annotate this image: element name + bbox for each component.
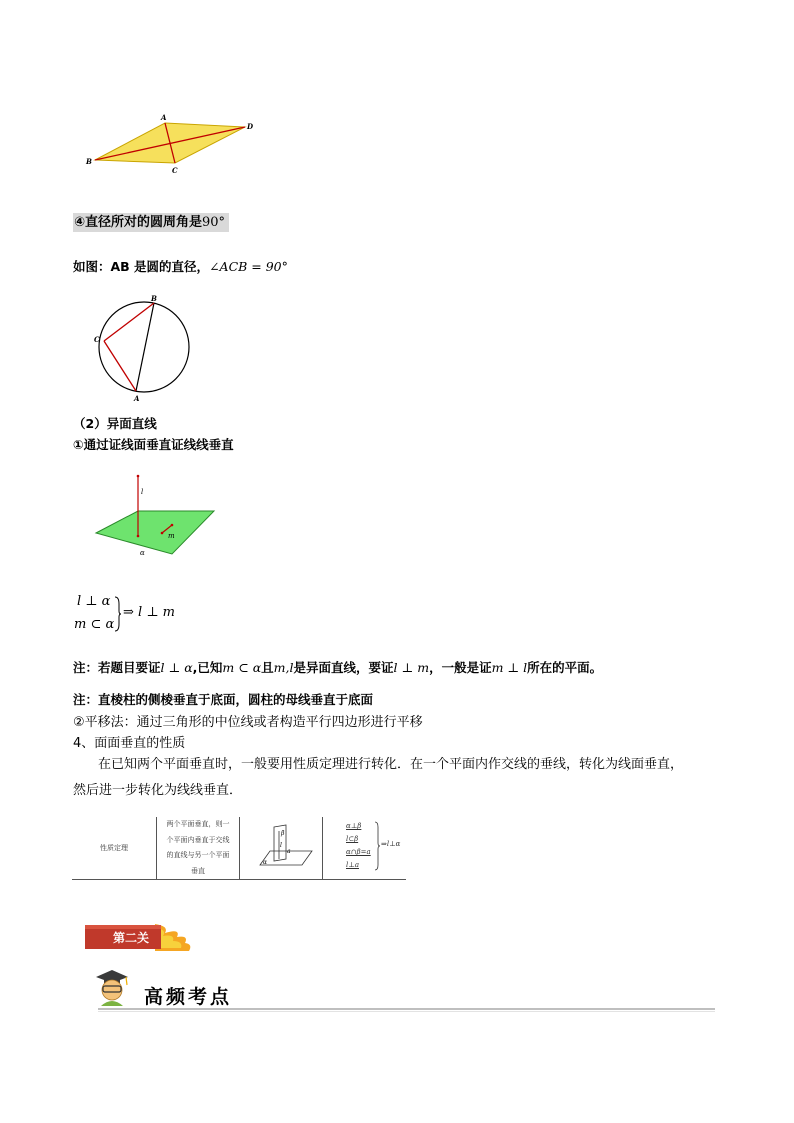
level-banner	[85, 922, 195, 952]
circle-example	[73, 257, 288, 275]
implication-line2: m ⊂ α	[74, 617, 115, 632]
mascot-body	[101, 1001, 123, 1006]
fig-label-a: a	[287, 848, 291, 855]
section-4-heading	[73, 213, 229, 232]
label-d: D	[247, 122, 254, 131]
circle-example-formula: ∠ACB = 90°	[209, 259, 288, 274]
table-divider-3	[322, 817, 323, 879]
implication-result: ⇒ l ⊥ m	[123, 605, 175, 620]
property-conditions-cell	[346, 820, 378, 882]
label-a: A	[134, 394, 140, 403]
property-name: 性质定理	[100, 844, 128, 852]
gaokao-rule	[98, 1008, 715, 1010]
diameter-ab	[136, 303, 154, 391]
sub2-heading: （2）异面直线	[73, 416, 157, 431]
mascot-icon	[94, 968, 130, 1008]
gaokao-title: 高频考点	[144, 986, 233, 1008]
circle-example-text: 如图：AB 是圆的直径，	[73, 259, 210, 274]
property-desc-cell	[158, 817, 238, 879]
rhombus-figure	[84, 110, 259, 180]
table-divider-2	[239, 817, 240, 879]
table-bottom-line	[72, 879, 406, 880]
fig-label-beta: β	[281, 830, 285, 837]
mascot-face	[102, 980, 122, 1000]
label-alpha: α	[140, 549, 145, 557]
property-desc-3: 的直线与另一个平面	[166, 851, 230, 859]
note-1-p2: ,已知	[192, 660, 223, 675]
section-4b-para-line1: 在已知两个平面垂直时，一般要用性质定理进行转化．在一个平面内作交线的垂线，转化为线面垂直，	[98, 757, 684, 772]
note-1-m5: m ⊥ l	[491, 660, 528, 675]
note-1-p6: 所在的平面。	[527, 660, 603, 675]
label-b: B	[151, 294, 157, 303]
fig-label-alpha: α	[263, 859, 268, 866]
cond-4: l⊥a	[346, 861, 359, 869]
note-1-p4: 是异面直线，要证	[293, 660, 394, 675]
banner-highlight	[85, 925, 161, 929]
property-table	[72, 817, 406, 880]
chord-cb	[104, 303, 154, 341]
plane-figure	[94, 470, 216, 562]
property-conclusion	[381, 817, 400, 879]
cond-1: α⊥β	[346, 822, 362, 830]
cond-3: α∩β=a	[346, 848, 371, 856]
label-m: m	[168, 532, 175, 540]
note-1	[73, 658, 602, 676]
note-1-m4: l ⊥ m	[393, 660, 430, 675]
label-l: l	[141, 488, 144, 496]
point-m-2	[171, 524, 174, 527]
plane-alpha	[96, 511, 214, 554]
banner-label: 第二关	[113, 931, 150, 945]
chord-ca	[104, 341, 136, 391]
note-1-m3: m,l	[273, 660, 294, 675]
section-4b-para-line2: 然后进一步转化为线线垂直．	[73, 783, 243, 798]
label-c: C	[172, 166, 178, 175]
point-l-top	[137, 475, 140, 478]
label-a: A	[161, 113, 167, 122]
note-1-p1: 注：若题目要证	[73, 660, 161, 675]
label-b: B	[86, 157, 92, 166]
property-desc-1: 两个平面垂直，则一	[166, 820, 230, 828]
point-m-1	[161, 532, 164, 535]
sub2-item1: ①通过证线面垂直证线线垂直	[73, 437, 234, 452]
section-4-title: ④直径所对的圆周角是	[74, 215, 203, 230]
item-2: ②平移法：通过三角形的中位线或者构造平行四边形进行平移	[73, 715, 423, 730]
conclusion-text: ⇒l⊥α	[381, 840, 401, 848]
right-brace	[114, 596, 122, 632]
property-name-cell	[72, 817, 156, 879]
fig-label-l: l	[280, 842, 282, 849]
circle-figure	[92, 292, 194, 404]
note-1-m1: l ⊥ α	[160, 660, 193, 675]
cond-2: l⊂β	[346, 835, 359, 843]
note-2: 注：直棱柱的侧棱垂直于底面，圆柱的母线垂直于底面	[73, 692, 374, 707]
property-figure	[256, 823, 316, 885]
section-4-title-value: 90°	[202, 215, 226, 230]
note-1-p3: 且	[261, 660, 274, 675]
note-1-p5: ，一般是证	[429, 660, 492, 675]
section-4b-title: 4、面面垂直的性质	[73, 736, 186, 751]
note-1-m2: m ⊂ α	[222, 660, 262, 675]
point-l-foot	[137, 535, 140, 538]
implication-line1: l ⊥ α	[77, 594, 111, 609]
gaokao-rule-shadow	[98, 1011, 715, 1012]
circle-shape	[99, 302, 189, 392]
property-desc-2: 个平面内垂直于交线	[166, 835, 230, 844]
mascot-tassel	[126, 977, 127, 985]
label-c: C	[94, 335, 100, 344]
table-divider-1	[156, 817, 157, 879]
property-desc-4: 垂直	[191, 866, 205, 875]
